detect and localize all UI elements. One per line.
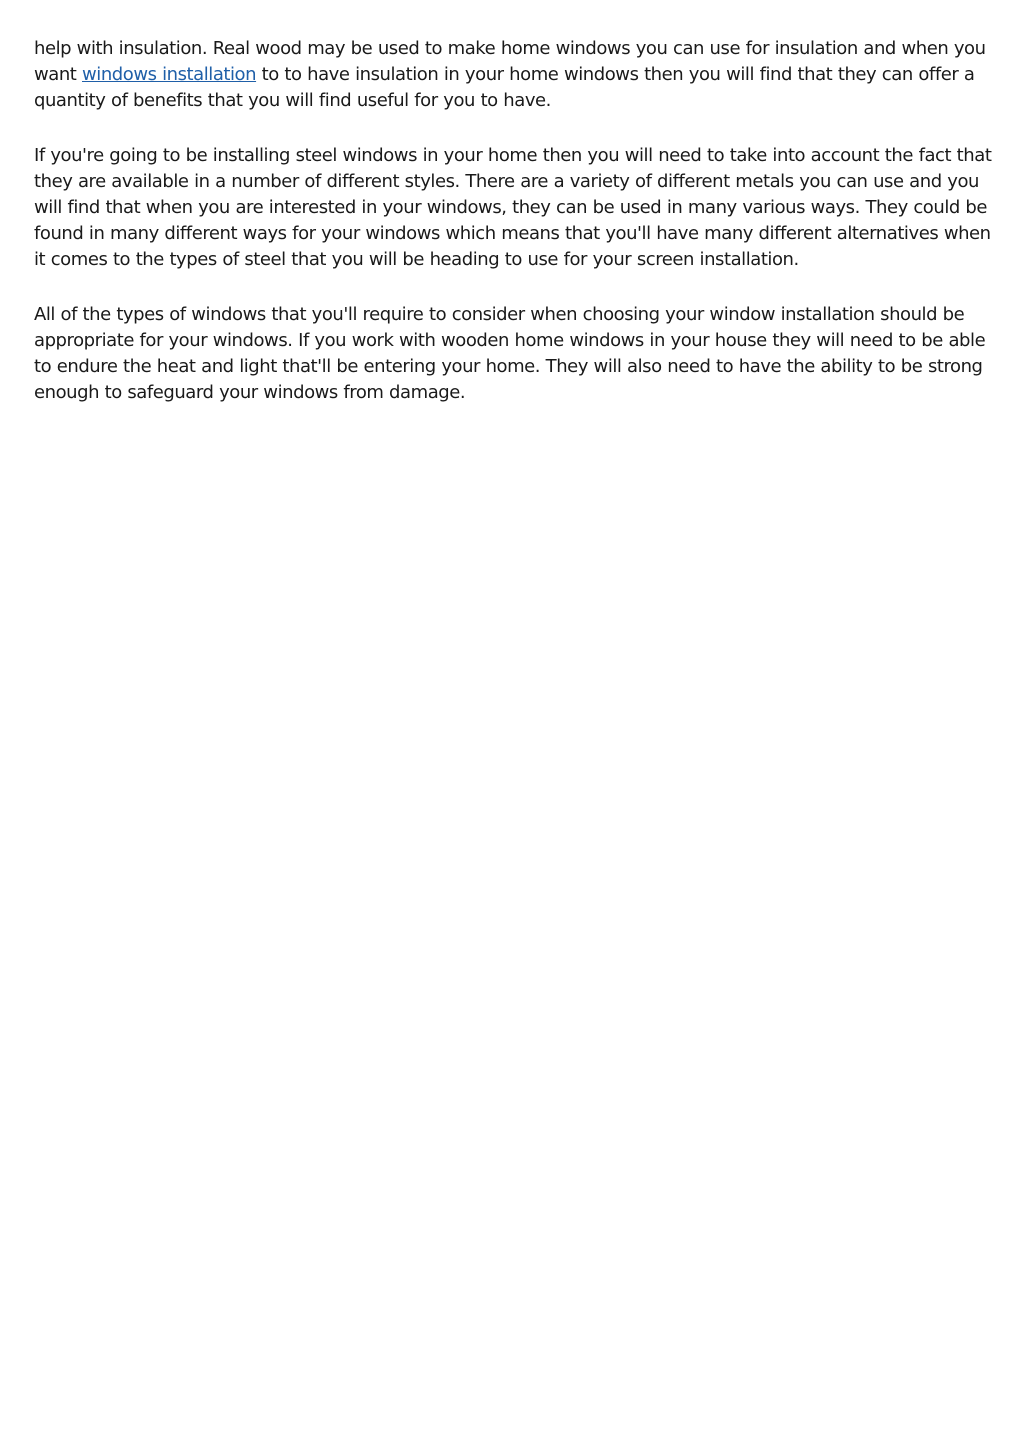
windows-installation-link[interactable]: windows installation <box>82 64 257 85</box>
paragraph-steel-windows: If you're going to be installing steel windows in your home then you will need to take into account the fact that they are available in a number of different styles. There are a variety of different metals you can use and you will find that when you are interested in your windows, they can be used in many various ways. They could be found in many different ways for your windows which means that you'll have many different alternatives when it comes to the types of steel that you will be heading to use for your screen installation. <box>34 145 992 270</box>
document-body <box>34 36 994 435</box>
paragraph-insulation-text-end: to to have insulation in your home windows then you will find that they can offer a quantity of benefits that you will find useful for you to have. <box>34 64 975 111</box>
paragraph-window-types: All of the types of windows that you'll require to consider when choosing your window installation should be appropriate for your windows. If you work with wooden home windows in your house they will need to be able to endure the heat and light that'll be entering your home. They will also need to have the ability to be strong enough to safeguard your windows from damage. <box>34 304 986 403</box>
paragraph-insulation <box>34 36 994 114</box>
paragraph-insulation-text-start: help with insulation. Real wood may be used to make home windows you can use for insulation and when you want <box>34 38 986 85</box>
